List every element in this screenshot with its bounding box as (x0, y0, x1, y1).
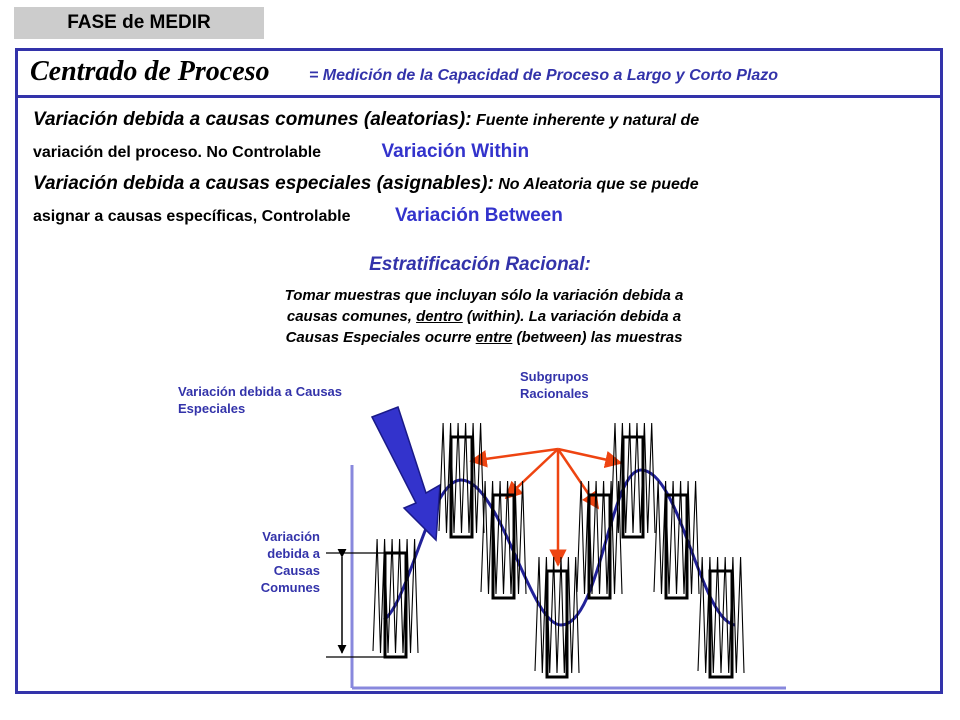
within-variation-zigzag (577, 481, 622, 594)
special-cause-desc: asignar a causas específicas, Controlable (33, 208, 351, 225)
within-variation-zigzag (373, 539, 418, 653)
common-cause-rest: Fuente inherente y natural de (471, 112, 700, 129)
phase-tag: FASE de MEDIR (14, 7, 264, 39)
between-tag: Variación Between (394, 205, 563, 226)
common-causes-label-2: debida a (267, 546, 320, 561)
slide-subtitle: = Medición de la Capacidad de Proceso a Largo y Corto Plazo (309, 67, 779, 84)
special-cause-lead: Variación debida a causas especiales (asignables): (33, 173, 494, 194)
within-variation-zigzag (535, 557, 579, 673)
special-cause-arrow-icon (372, 407, 440, 540)
within-variation-zigzag (439, 423, 484, 533)
within-variation-zigzag (481, 481, 526, 594)
common-causes-label-1: Variación (262, 529, 320, 544)
common-cause-desc: variación del proceso. No Controlable (33, 144, 322, 161)
special-causes-label-1: Variación debida a Causas (178, 384, 343, 399)
strat-entre: entre (475, 329, 513, 346)
subgroup-arrow-4 (558, 449, 598, 508)
common-cause-lead: Variación debida a causas comunes (aleatorias): (33, 109, 472, 130)
special-causes-label-2: Especiales (178, 401, 246, 416)
slide-title: Centrado de Proceso (30, 56, 270, 87)
strat-line2-pre: causas comunes, (286, 308, 417, 325)
stratification-title: Estratificación Racional: (369, 254, 591, 275)
subgroups-label-1: Subgrupos (520, 369, 589, 384)
common-causes-label-4: Comunes (260, 580, 320, 595)
subgroup-arrow-1 (471, 449, 558, 461)
strat-line2-post: (within). La variación debida a (462, 308, 682, 325)
strat-line1: Tomar muestras que incluyan sólo la variación debida a (284, 287, 684, 304)
within-variation-zigzag (611, 423, 655, 533)
strat-line3-post: (between) las muestras (512, 329, 683, 346)
within-variation-zigzag (654, 481, 699, 594)
common-causes-label-3: Causas (273, 563, 320, 578)
strat-dentro: dentro (416, 308, 463, 325)
within-tag: Variación Within (381, 141, 530, 162)
special-cause-rest: No Aleatoria que se puede (493, 176, 699, 193)
strat-line3-pre: Causas Especiales ocurre (285, 329, 476, 346)
subgroups-label-2: Racionales (520, 386, 589, 401)
